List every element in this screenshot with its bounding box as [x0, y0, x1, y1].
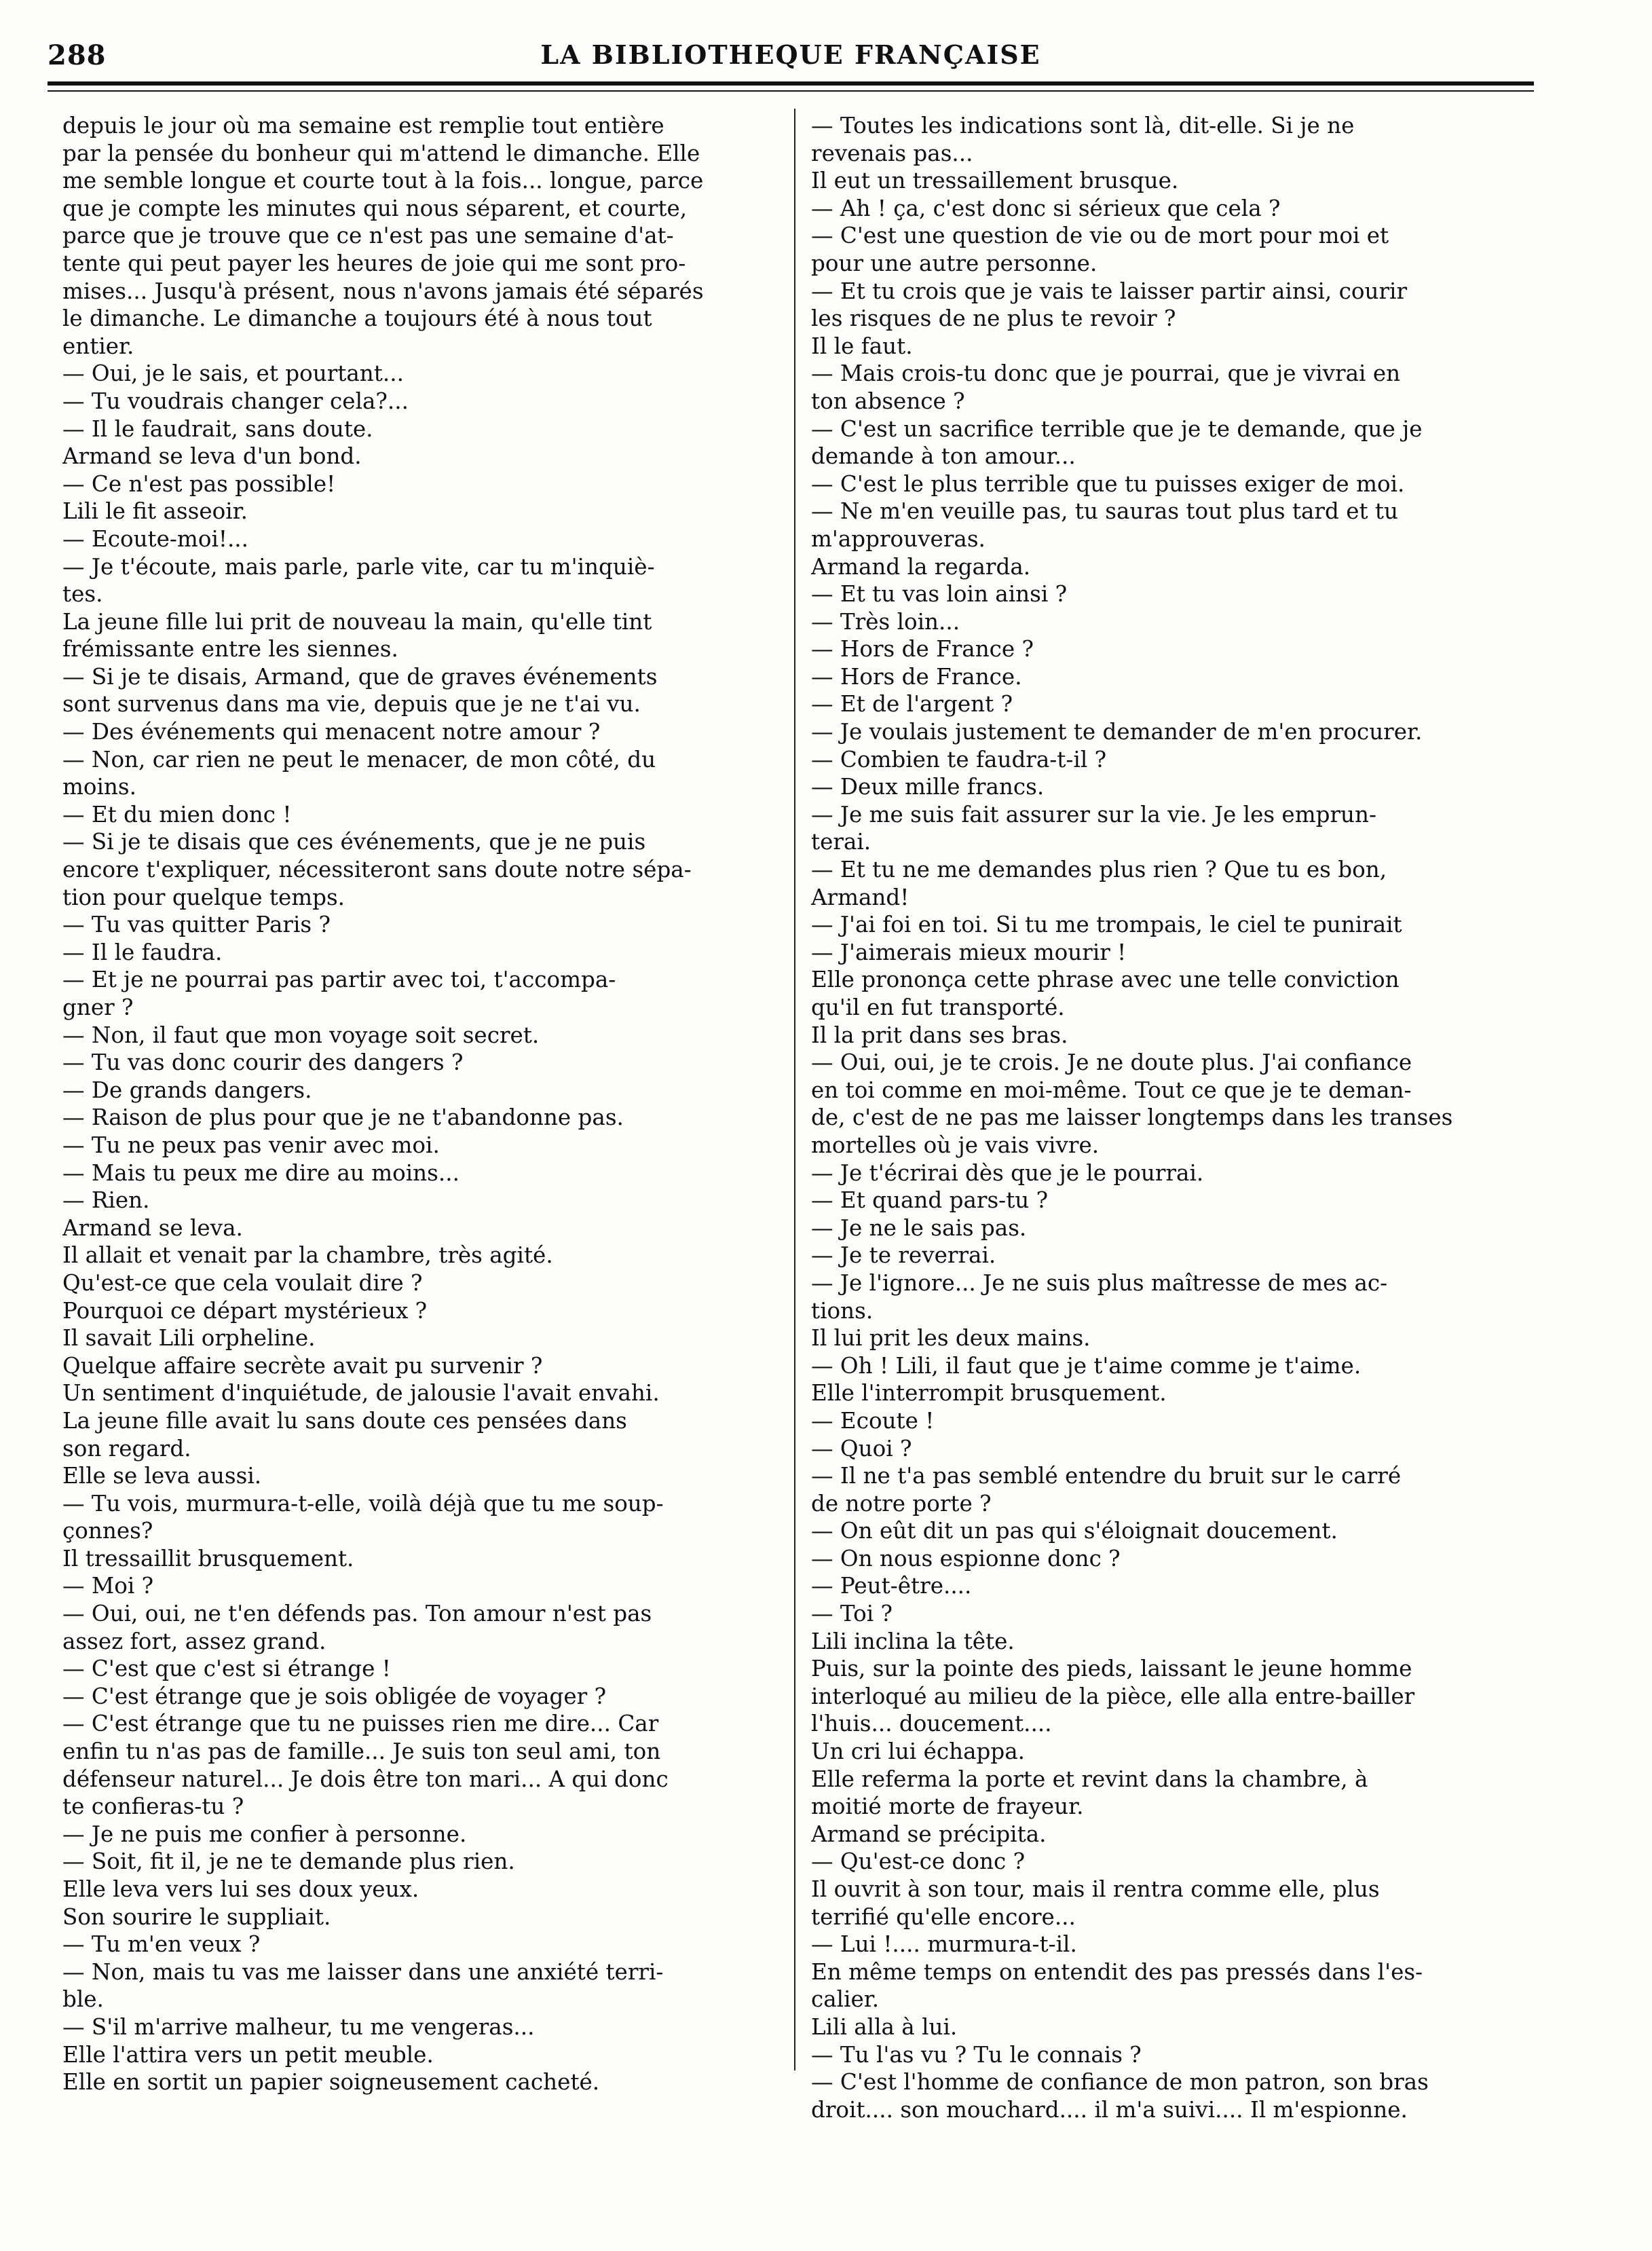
text-line: — Non, il faut que mon voyage soit secret.: [62, 1022, 540, 1048]
text-line: — Je ne puis me confier à personne.: [62, 1821, 467, 1847]
text-line: interloqué au milieu de la pièce, elle alla entre-bailler: [811, 1683, 1415, 1709]
text-line: sont survenus dans ma vie, depuis que je ne t'ai vu.: [62, 691, 641, 718]
text-line: — Je voulais justement te demander de m'en procurer.: [811, 719, 1423, 745]
text-line: Elle se leva aussi.: [62, 1463, 262, 1489]
text-line: — Ce n'est pas possible!: [62, 470, 336, 497]
text-line: — Deux mille francs.: [811, 774, 1045, 800]
text-line: qu'il en fut transporté.: [811, 994, 1065, 1020]
text-line: — C'est étrange que je sois obligée de voyager ?: [62, 1683, 607, 1709]
text-line: Qu'est-ce que cela voulait dire ?: [62, 1269, 423, 1296]
text-line: Armand la regarda.: [811, 553, 1031, 580]
text-line: Armand se leva.: [62, 1214, 243, 1241]
text-line: — Oh ! Lili, il faut que je t'aime comme je t'aime.: [811, 1352, 1362, 1379]
text-line: çonnes?: [62, 1518, 153, 1544]
text-line: — Ah ! ça, c'est donc si sérieux que cela ?: [811, 195, 1281, 221]
text-line: — Tu voudrais changer cela?...: [62, 388, 409, 414]
text-line: La jeune fille lui prit de nouveau la main, qu'elle tint: [62, 608, 652, 635]
text-line: — Je te reverrai.: [811, 1242, 996, 1269]
text-line: enfin tu n'as pas de famille... Je suis ton seul ami, ton: [62, 1738, 661, 1765]
text-line: — Non, mais tu vas me laisser dans une anxiété terri-: [62, 1958, 664, 1985]
text-line: moitié morte de frayeur.: [811, 1793, 1084, 1820]
text-line: droit.... son mouchard.... il m'a suivi.... Il m'espionne.: [811, 2096, 1408, 2123]
page-header: [48, 34, 1534, 75]
header-rule-thin: [48, 90, 1534, 92]
page-number: 288: [48, 39, 107, 71]
text-line: — S'il m'arrive malheur, tu me vengeras...: [62, 2013, 535, 2040]
text-line: — Soit, fit il, je ne te demande plus rien.: [62, 1848, 515, 1875]
text-line: calier.: [811, 1986, 880, 2013]
text-line: Il la prit dans ses bras.: [811, 1022, 1068, 1048]
text-line: — Ne m'en veuille pas, tu sauras tout plus tard et tu: [811, 498, 1398, 525]
text-line: me semble longue et courte tout à la fois... longue, parce: [62, 168, 704, 194]
text-line: — Hors de France.: [811, 663, 1022, 690]
text-line: Elle l'interrompit brusquement.: [811, 1380, 1167, 1407]
text-line: encore t'expliquer, nécessiteront sans doute notre sépa-: [62, 857, 692, 883]
text-line: — On eût dit un pas qui s'éloignait doucement.: [811, 1518, 1338, 1544]
text-line: — Tu vas quitter Paris ?: [62, 912, 331, 938]
text-line: — Je t'écrirai dès que je le pourrai.: [811, 1159, 1204, 1186]
text-line: — Je me suis fait assurer sur la vie. Je les emprun-: [811, 801, 1377, 827]
text-line: Armand!: [811, 884, 909, 910]
text-line: — Et je ne pourrai pas partir avec toi, t'accompa-: [62, 967, 616, 993]
text-line: — Et du mien donc !: [62, 801, 292, 827]
text-line: Il le faut.: [811, 333, 913, 359]
header-rule-thick: [48, 81, 1534, 86]
text-line: m'approuveras.: [811, 525, 985, 552]
text-line: terai.: [811, 829, 871, 855]
text-line: Quelque affaire secrète avait pu survenir ?: [62, 1352, 543, 1379]
text-line: — C'est le plus terrible que tu puisses exiger de moi.: [811, 470, 1405, 497]
text-line: — Toutes les indications sont là, dit-elle. Si je ne: [811, 113, 1355, 138]
text-line: l'huis... doucement....: [811, 1711, 1052, 1737]
text-line: par la pensée du bonheur qui m'attend le dimanche. Elle: [62, 140, 700, 166]
text-line: La jeune fille avait lu sans doute ces pensées dans: [62, 1407, 627, 1434]
text-line: entier.: [62, 333, 134, 359]
text-line: Il allait et venait par la chambre, très agité.: [62, 1242, 553, 1269]
text-line: revenais pas...: [811, 140, 973, 166]
text-line: tion pour quelque temps.: [62, 884, 345, 910]
text-line: — J'aimerais mieux mourir !: [811, 939, 1127, 965]
text-line: ton absence ?: [811, 388, 965, 414]
text-line: — C'est que c'est si étrange !: [62, 1656, 391, 1682]
text-line: Puis, sur la pointe des pieds, laissant le jeune homme: [811, 1656, 1412, 1682]
text-line: — Oui, oui, je te crois. Je ne doute plus. J'ai confiance: [811, 1049, 1412, 1076]
text-line: Un sentiment d'inquiétude, de jalousie l'avait envahi.: [62, 1380, 660, 1407]
text-line: — Et tu crois que je vais te laisser partir ainsi, courir: [811, 278, 1408, 304]
text-line: — Qu'est-ce donc ?: [811, 1848, 1026, 1875]
text-line: Lili inclina la tête.: [811, 1628, 1015, 1654]
text-line: que je compte les minutes qui nous séparent, et courte,: [62, 195, 688, 221]
text-line: — Et tu ne me demandes plus rien ? Que tu es bon,: [811, 857, 1387, 883]
text-line: te confieras-tu ?: [62, 1793, 244, 1820]
text-line: — Tu vois, murmura-t-elle, voilà déjà que tu me soup-: [62, 1490, 664, 1517]
text-line: Il ouvrit à son tour, mais il rentra comme elle, plus: [811, 1876, 1380, 1902]
text-line: — Moi ?: [62, 1573, 154, 1599]
text-line: — De grands dangers.: [62, 1077, 312, 1103]
text-line: — Combien te faudra-t-il ?: [811, 746, 1107, 773]
text-line: Lili alla à lui.: [811, 2013, 958, 2040]
text-line: gner ?: [62, 994, 134, 1020]
text-line: moins.: [62, 774, 136, 800]
text-line: défenseur naturel... Je dois être ton mari... A qui donc: [62, 1766, 669, 1792]
text-line: ble.: [62, 1986, 104, 2013]
text-line: — Ecoute !: [811, 1407, 935, 1434]
text-line: de, c'est de ne pas me laisser longtemps dans les transes: [811, 1104, 1453, 1131]
text-line: Elle leva vers lui ses doux yeux.: [62, 1876, 419, 1902]
text-line: — Lui !.... murmura-t-il.: [811, 1931, 1077, 1958]
text-line: — Mais tu peux me dire au moins...: [62, 1159, 459, 1186]
text-line: Elle prononça cette phrase avec une telle conviction: [811, 967, 1400, 993]
text-line: — Oui, je le sais, et pourtant...: [62, 360, 404, 387]
text-line: assez fort, assez grand.: [62, 1628, 326, 1654]
text-line: — Tu m'en veux ?: [62, 1931, 261, 1958]
text-line: — Hors de France ?: [811, 636, 1034, 663]
text-line: tes.: [62, 581, 103, 608]
text-line: — On nous espionne donc ?: [811, 1545, 1121, 1571]
text-line: — Non, car rien ne peut le menacer, de mon côté, du: [62, 746, 656, 773]
text-line: Son sourire le suppliait.: [62, 1903, 331, 1930]
text-line: — C'est une question de vie ou de mort pour moi et: [811, 223, 1389, 249]
text-line: — C'est étrange que tu ne puisses rien me dire... Car: [62, 1711, 659, 1737]
text-line: Il tressaillit brusquement.: [62, 1545, 354, 1571]
text-line: — Peut-être....: [811, 1573, 972, 1599]
text-line: demande à ton amour...: [811, 443, 1076, 470]
text-line: — Très loin...: [811, 608, 960, 635]
text-line: son regard.: [62, 1435, 191, 1462]
text-line: Armand se précipita.: [811, 1821, 1047, 1847]
text-line: — Je l'ignore... Je ne suis plus maîtresse de mes ac-: [811, 1269, 1388, 1296]
text-line: — Et quand pars-tu ?: [811, 1187, 1049, 1214]
text-line: Il lui prit les deux mains.: [811, 1325, 1091, 1352]
text-line: mises... Jusqu'à présent, nous n'avons jamais été séparés: [62, 278, 704, 304]
text-line: Pourquoi ce départ mystérieux ?: [62, 1297, 428, 1324]
text-line: — Il le faudra.: [62, 939, 223, 965]
text-line: — Raison de plus pour que je ne t'abandonne pas.: [62, 1104, 624, 1131]
text-line: pour une autre personne.: [811, 250, 1097, 276]
text-line: — J'ai foi en toi. Si tu me trompais, le ciel te punirait: [811, 912, 1402, 938]
text-line: Un cri lui échappa.: [811, 1738, 1025, 1765]
text-line: Elle referma la porte et revint dans la chambre, à: [811, 1766, 1368, 1792]
text-line: — C'est l'homme de confiance de mon patron, son bras: [811, 2069, 1429, 2096]
text-line: — Tu l'as vu ? Tu le connais ?: [811, 2041, 1142, 2068]
text-line: — Tu vas donc courir des dangers ?: [62, 1049, 464, 1076]
text-line: Il savait Lili orpheline.: [62, 1325, 316, 1352]
text-line: Elle en sortit un papier soigneusement cacheté.: [62, 2069, 600, 2096]
text-line: terrifié qu'elle encore...: [811, 1903, 1076, 1930]
text-line: — Oui, oui, ne t'en défends pas. Ton amour n'est pas: [62, 1601, 652, 1627]
running-title: LA BIBLIOTHEQUE FRANÇAISE: [540, 39, 1041, 70]
text-line: — Et de l'argent ?: [811, 691, 1013, 718]
text-line: tente qui peut payer les heures de joie qui me sont pro-: [62, 250, 686, 276]
column-divider: [794, 109, 795, 2070]
text-line: — Je t'écoute, mais parle, parle vite, car tu m'inquiè-: [62, 553, 655, 580]
text-line: — Et tu vas loin ainsi ?: [811, 581, 1068, 608]
text-line: les risques de ne plus te revoir ?: [811, 305, 1176, 332]
text-line: parce que je trouve que ce n'est pas une semaine d'at-: [62, 223, 674, 249]
text-line: — Ecoute-moi!...: [62, 525, 249, 552]
text-line: — Mais crois-tu donc que je pourrai, que je vivrai en: [811, 360, 1401, 387]
text-line: — C'est un sacrifice terrible que je te demande, que je: [811, 415, 1423, 442]
text-line: Elle l'attira vers un petit meuble.: [62, 2041, 434, 2068]
text-line: Armand se leva d'un bond.: [62, 443, 362, 470]
text-line: mortelles où je vais vivre.: [811, 1132, 1100, 1158]
text-column-right: [811, 112, 1547, 2123]
text-line: — Tu ne peux pas venir avec moi.: [62, 1132, 440, 1158]
text-line: — Quoi ?: [811, 1435, 912, 1462]
text-line: — Si je te disais, Armand, que de graves événements: [62, 663, 658, 690]
text-line: de notre porte ?: [811, 1490, 992, 1517]
text-line: — Si je te disais que ces événements, que je ne puis: [62, 829, 646, 855]
text-line: — Il le faudrait, sans doute.: [62, 415, 373, 442]
text-line: — Des événements qui menacent notre amour ?: [62, 719, 601, 745]
text-line: — Je ne le sais pas.: [811, 1214, 1027, 1241]
text-line: depuis le jour où ma semaine est remplie tout entière: [62, 113, 664, 138]
text-column-left: [62, 112, 799, 2096]
text-line: En même temps on entendit des pas pressés dans l'es-: [811, 1958, 1423, 1985]
text-line: en toi comme en moi-même. Tout ce que je te deman-: [811, 1077, 1412, 1103]
text-line: Lili le fit asseoir.: [62, 498, 248, 525]
text-line: frémissante entre les siennes.: [62, 636, 398, 663]
text-line: — Il ne t'a pas semblé entendre du bruit sur le carré: [811, 1463, 1402, 1489]
text-line: — Toi ?: [811, 1601, 893, 1627]
text-line: le dimanche. Le dimanche a toujours été à nous tout: [62, 305, 652, 332]
text-line: tions.: [811, 1297, 874, 1324]
text-line: Il eut un tressaillement brusque.: [811, 168, 1179, 194]
text-line: — Rien.: [62, 1187, 150, 1214]
